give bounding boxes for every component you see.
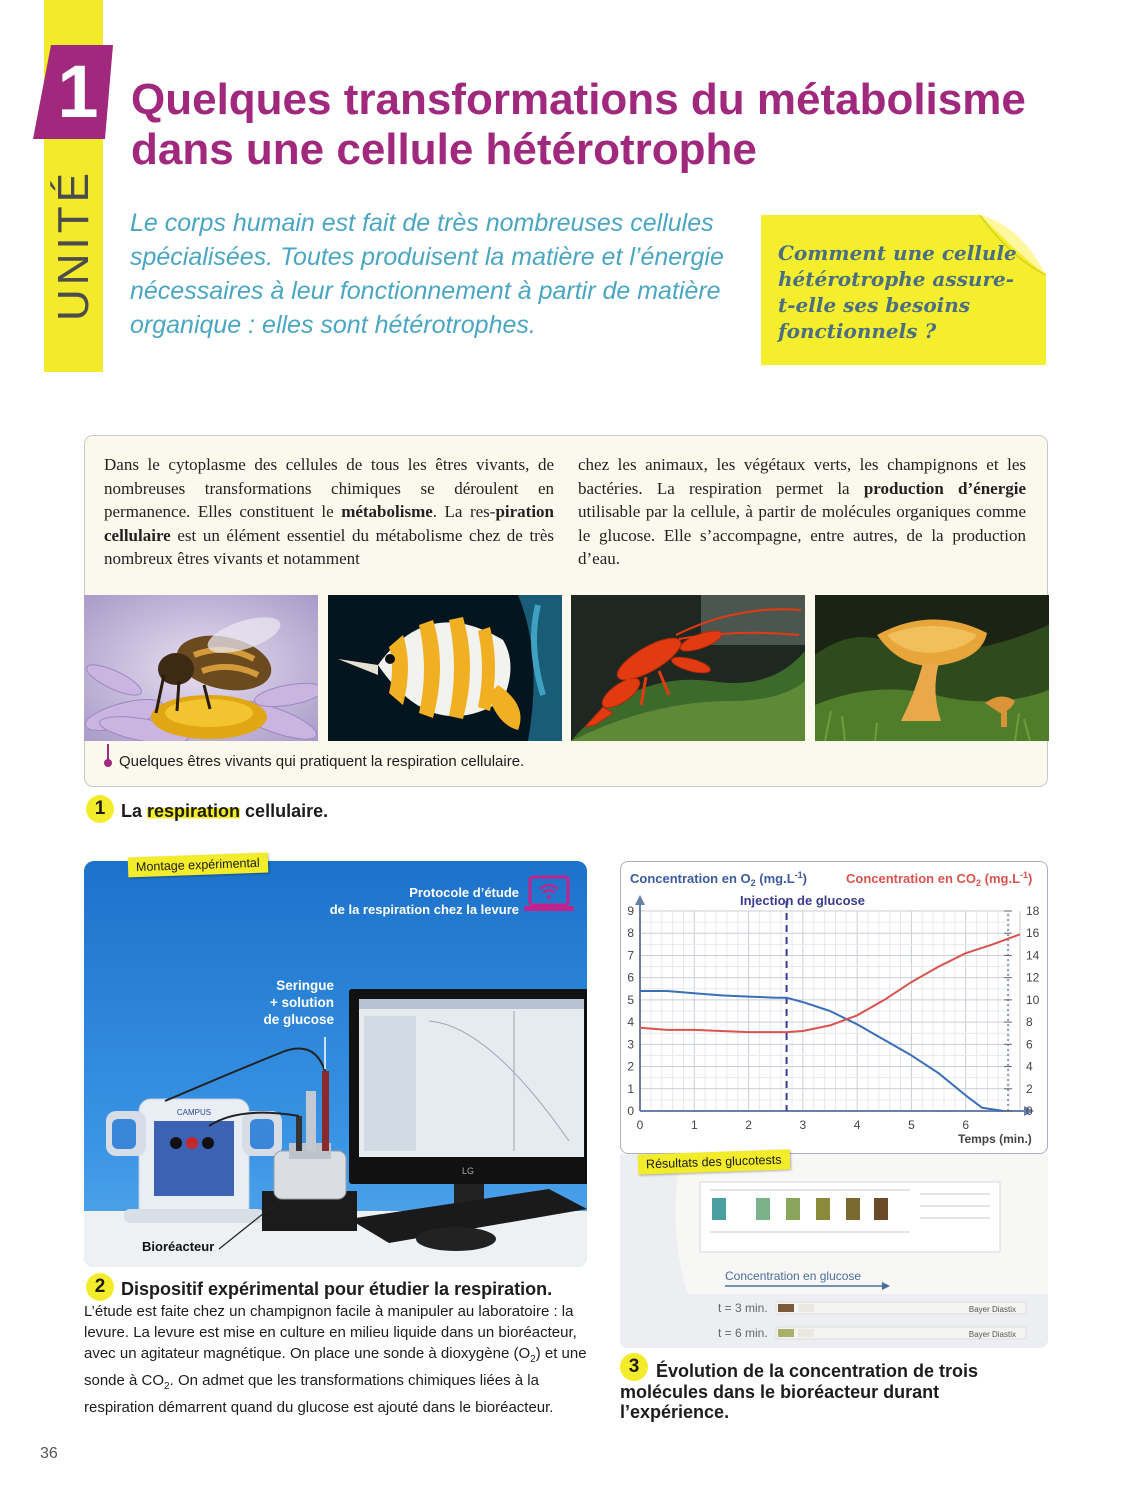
intro-text: Le corps humain est fait de très nombreuses cellules spécialisées. Toutes produisent la matière et l’énergie nécessaires à leur fonctionnement à partir de matière organique : elles sont hétérotrophes.: [130, 209, 724, 339]
x-tick-label: 5: [908, 1118, 915, 1132]
strip-brand-1: Bayer Diastix: [968, 1305, 1016, 1314]
photo-crayfish: [571, 595, 805, 741]
experimental-setup-photo: [84, 861, 587, 1267]
x-tick-label: 6: [962, 1118, 970, 1132]
syringe-label: Seringue + solution de glucose: [263, 978, 334, 1027]
strip-brand-2: Bayer Diastix: [968, 1330, 1016, 1339]
protocol-link[interactable]: [300, 884, 519, 918]
y-right-tick-label: 14: [1026, 948, 1040, 963]
y-left-tick-label: 0: [627, 1104, 634, 1118]
x-tick-label: 2: [745, 1118, 752, 1132]
graph-panel: [620, 861, 1048, 1154]
photo-legend: Quelques êtres vivants qui pratiquent la respiration cellulaire.: [119, 753, 525, 770]
unit-number: 1: [57, 50, 99, 133]
y-right-tick-label: 10: [1026, 992, 1040, 1007]
chart-axes: [635, 895, 1034, 1116]
glucotest-photo: [620, 1154, 1048, 1348]
doc1-number-badge: 1: [86, 795, 114, 823]
device-brand: CAMPUS: [176, 1108, 212, 1117]
concentration-chart: [620, 861, 1048, 1154]
y-right-tick-label: 0: [1026, 1104, 1033, 1118]
ylabel-left: Concentration en $O_2$ $(mg.L^{-1})$: [630, 870, 807, 888]
x-tick-label: 1: [690, 1118, 698, 1132]
montage-tag: Montage expérimental: [128, 853, 268, 878]
injection-label: Injection de glucose: [740, 893, 865, 908]
y-right-tick-label: 12: [1026, 970, 1040, 985]
photo-mushroom: [815, 595, 1049, 741]
y-left-tick-label: 7: [627, 948, 634, 963]
xlabel: Temps (min.): [958, 1132, 1032, 1146]
protocol-line-1: Protocole d’étude: [409, 885, 519, 900]
y-right-tick-label: 6: [1026, 1037, 1033, 1052]
doc2-number-badge: 2: [86, 1273, 114, 1301]
y-left-tick-label: 5: [627, 992, 634, 1007]
y-right-tick-label: 18: [1026, 904, 1040, 918]
doc3-caption: Évolution de la concentration de trois molécules dans le bioréacteur durant l’expérience.: [620, 1361, 979, 1422]
bioreactor-label: Bioréacteur: [142, 1239, 215, 1254]
y-left-tick-label: 8: [627, 926, 634, 941]
doc2-caption-body: L’étude est faite chez un champignon facile à manipuler au laboratoire : la levure. La levure est mise en culture en milieu liquide dans un bioréacteur, avec un agitateur magnétique. On place une sonde à dioxygène $(O_2)$ et une sonde à $CO_2$. On admet que les transformations chimiques liées à la respiration démarrent quand du glucose est ajouté dans le bioréacteur.: [84, 1303, 587, 1416]
chart-series: [640, 901, 1020, 1111]
page-number: 36: [40, 1445, 58, 1462]
chart-ticks: [627, 904, 1039, 1132]
y-left-tick-label: 2: [627, 1059, 634, 1074]
series-line-co2: [640, 934, 1020, 1032]
y-left-tick-label: 6: [627, 970, 634, 985]
photo-bee: [84, 595, 318, 741]
doc3-number-badge: 3: [620, 1353, 648, 1381]
doc1-caption: La respiration cellulaire.: [121, 801, 329, 821]
doc1-text-right: chez les animaux, les végétaux verts, les champignons et les bactéries. La respiration permet la production d’énergie utilisable par la cellule, à partir de molécules organiques comme le glucose. Elle s’accompagne, entre autres, de la production d’eau.: [578, 455, 1027, 568]
legend-marker-dot: [104, 759, 112, 767]
y-right-tick-label: 2: [1026, 1081, 1033, 1096]
glucotest-tag: Résultats des glucotests: [638, 1149, 790, 1174]
y-right-tick-label: 16: [1026, 926, 1040, 941]
y-left-tick-label: 1: [627, 1081, 634, 1096]
ylabel-right: Concentration en $CO_2$ $(mg.L^{-1})$: [846, 870, 1033, 888]
y-left-tick-label: 4: [627, 1015, 634, 1030]
gluco-t6: t = 6 min.: [718, 1326, 768, 1340]
x-tick-label: 0: [636, 1118, 644, 1132]
x-tick-label: 3: [799, 1118, 807, 1132]
gluco-t3: t = 3 min.: [718, 1301, 768, 1315]
photo-fish: [328, 595, 562, 741]
doc1-text-left: Dans le cytoplasme des cellules de tous les êtres vivants, de nombreuses transformations chimiques se déroulent en permanence. Elles constituent le métabolisme. La res-piration cellulaire est un élément essentiel du métabolisme chez de très nombreux êtres vivants et notamment: [104, 455, 554, 568]
monitor-brand: LG: [461, 1166, 475, 1176]
y-axis-left-arrow: [635, 895, 645, 905]
x-tick-label: 4: [853, 1118, 861, 1132]
problem-question: Comment une cellule hétérotrophe assure-t-elle ses besoins fonctionnels ?: [778, 241, 1017, 343]
doc2-caption-title: Dispositif expérimental pour étudier la respiration.: [121, 1279, 553, 1299]
y-right-tick-label: 4: [1026, 1059, 1033, 1074]
y-left-tick-label: 9: [627, 904, 634, 918]
page-title: Quelques transformations du métabolisme dans une cellule hétérotrophe: [131, 75, 1026, 174]
y-right-tick-label: 8: [1026, 1015, 1033, 1030]
protocol-line-2: de la respiration chez la levure: [329, 902, 519, 917]
unit-label: UNITÉ: [48, 169, 98, 321]
gluco-axis-label: Concentration en glucose: [725, 1269, 862, 1283]
y-left-tick-label: 3: [627, 1037, 634, 1052]
